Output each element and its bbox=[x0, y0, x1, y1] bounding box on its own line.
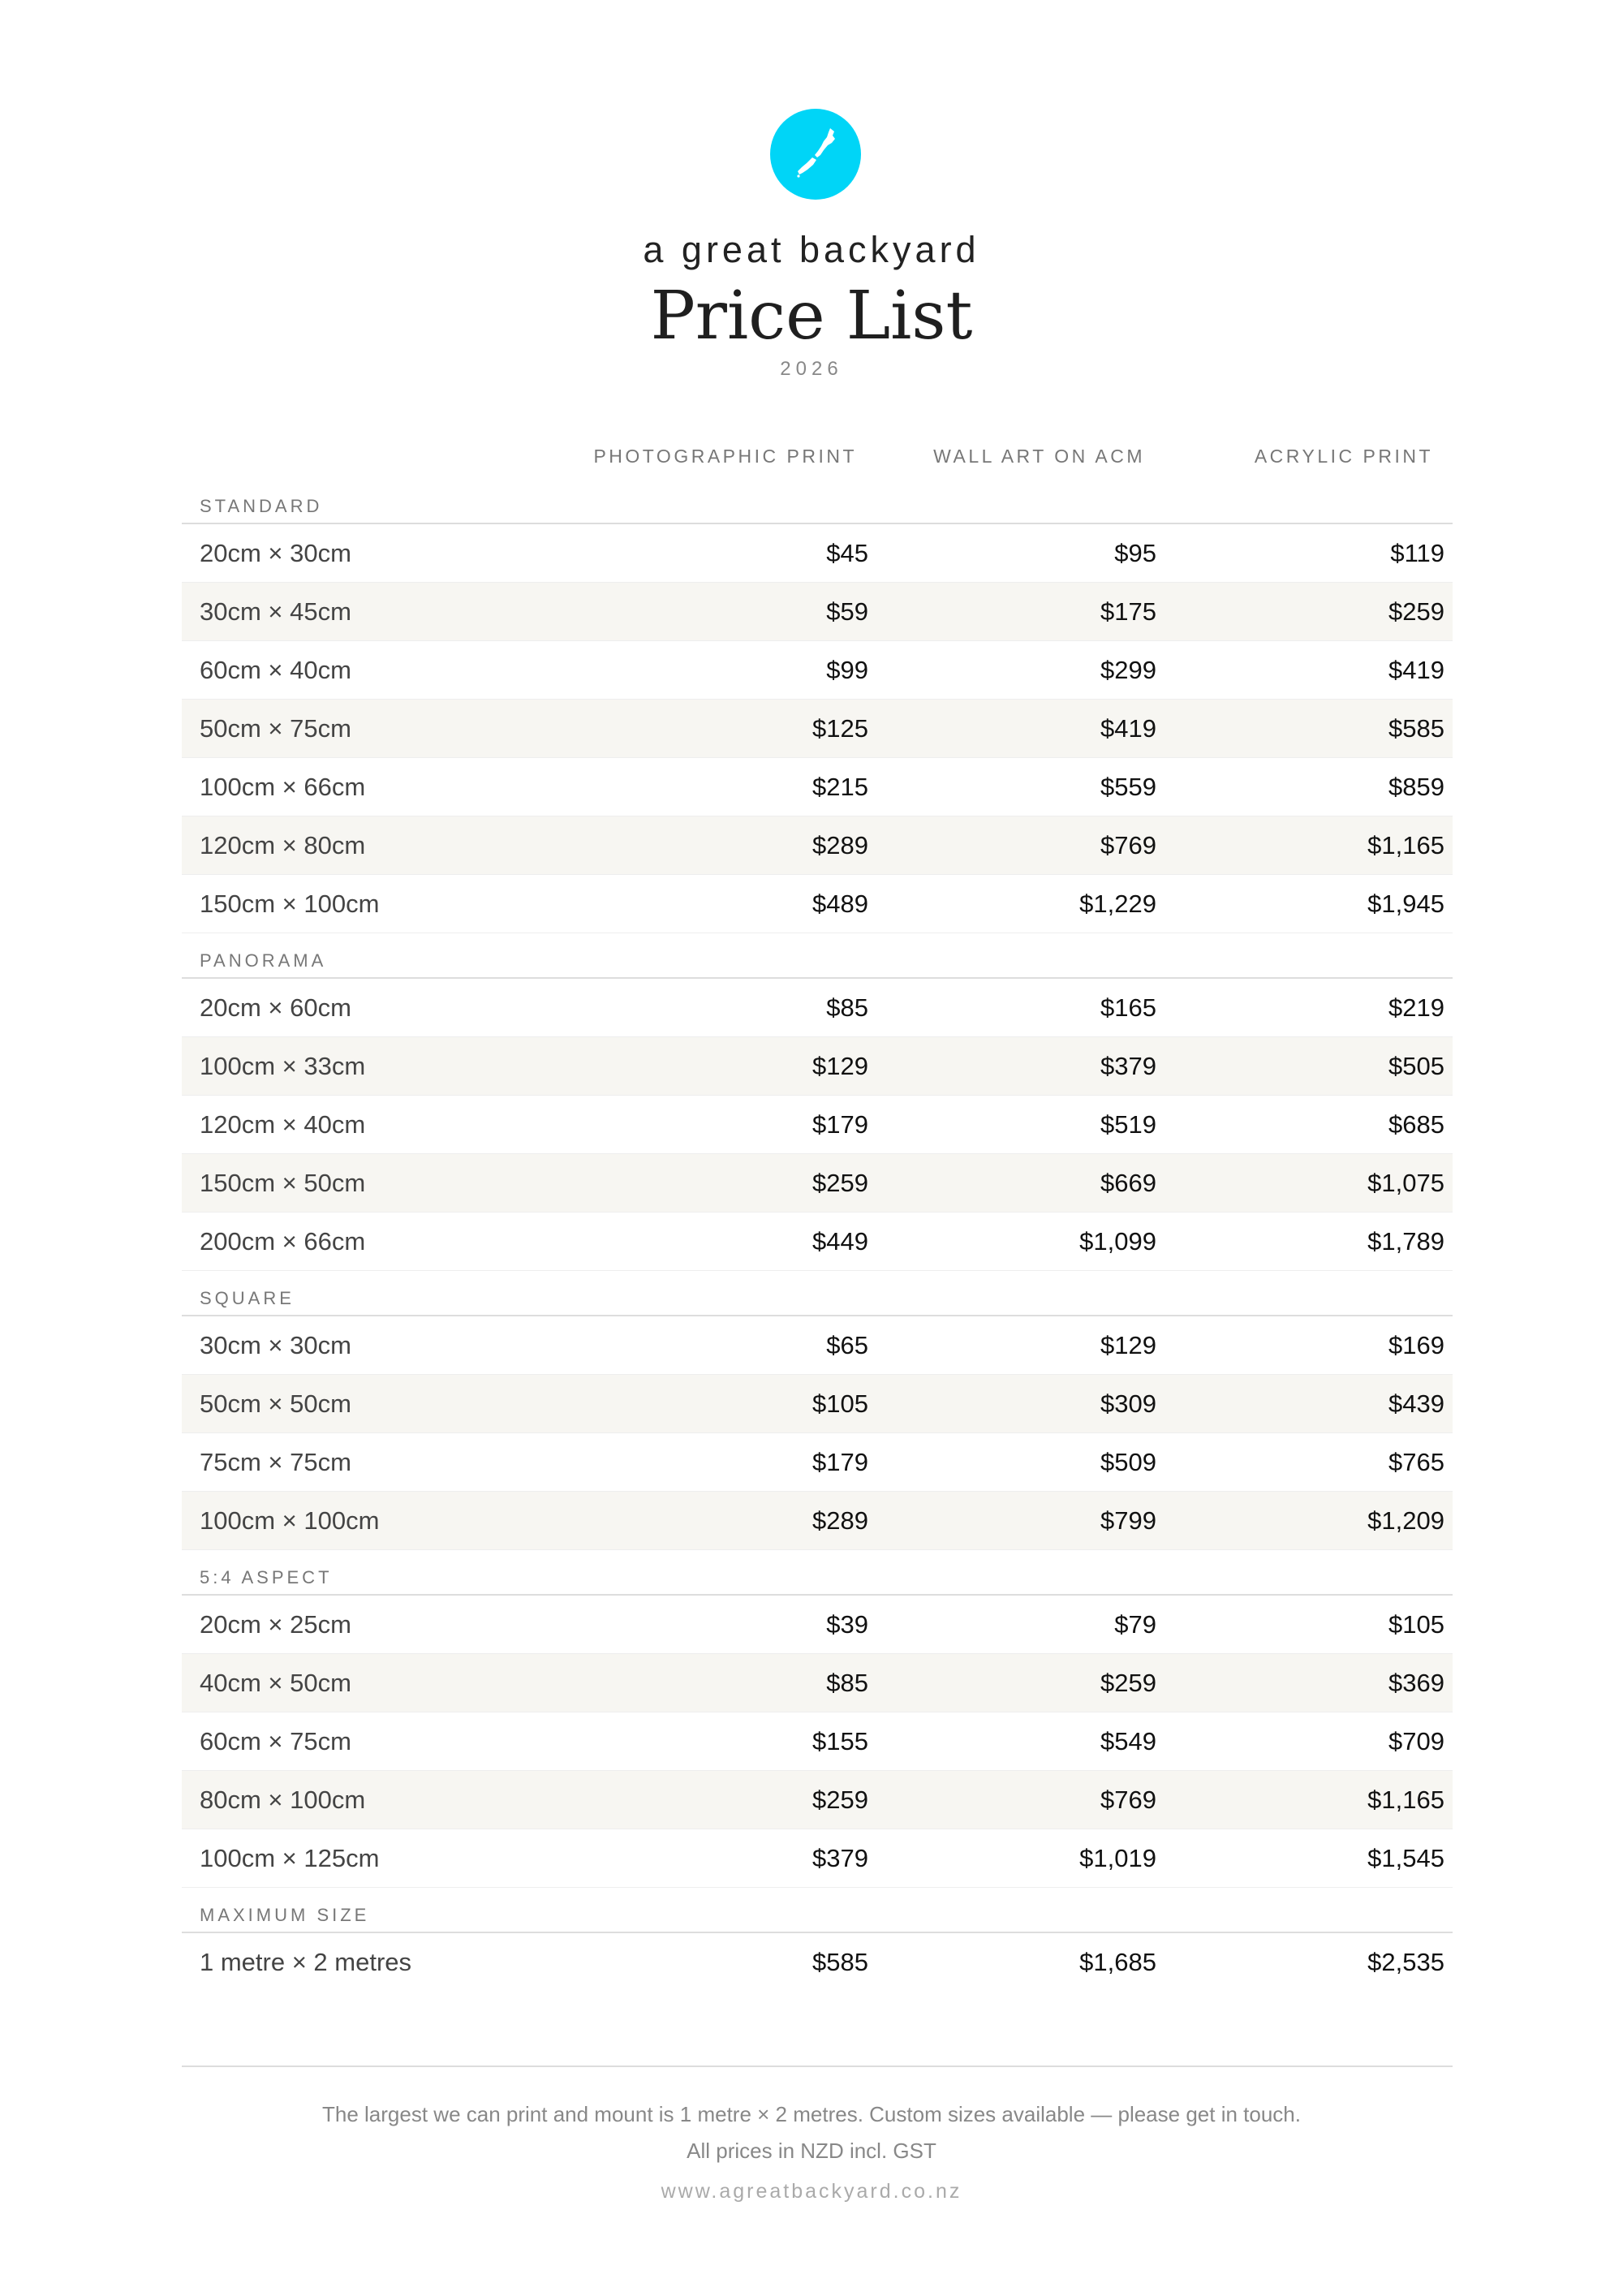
size-label: 40cm × 50cm bbox=[200, 1669, 351, 1697]
photographic-print-price: $179 bbox=[812, 1110, 868, 1139]
table-row bbox=[182, 1829, 1453, 1888]
size-label: 120cm × 40cm bbox=[200, 1110, 366, 1139]
size-label: 120cm × 80cm bbox=[200, 831, 366, 859]
size-label: 60cm × 40cm bbox=[200, 656, 351, 684]
acrylic-print-price: $169 bbox=[1388, 1331, 1444, 1359]
page-title: Price List bbox=[650, 278, 973, 355]
footer-website: www.agreatbackyard.co.nz bbox=[661, 2180, 962, 2203]
acrylic-print-price: $685 bbox=[1388, 1110, 1444, 1139]
wall-art-acm-price: $309 bbox=[1100, 1389, 1156, 1418]
size-label: 30cm × 45cm bbox=[200, 597, 351, 626]
acrylic-print-price: $1,165 bbox=[1367, 1786, 1444, 1814]
photographic-print-price: $125 bbox=[812, 714, 868, 743]
table-row bbox=[182, 1933, 1453, 1992]
acrylic-print-price: $419 bbox=[1388, 656, 1444, 684]
acrylic-print-price: $709 bbox=[1388, 1727, 1444, 1755]
photographic-print-price: $129 bbox=[812, 1052, 868, 1080]
photographic-print-price: $179 bbox=[812, 1448, 868, 1476]
wall-art-acm-price: $95 bbox=[1114, 539, 1156, 567]
photographic-print-price: $65 bbox=[826, 1331, 868, 1359]
wall-art-acm-price: $549 bbox=[1100, 1727, 1156, 1755]
table-row bbox=[182, 1492, 1453, 1550]
wall-art-acm-price: $769 bbox=[1100, 831, 1156, 859]
section-label: 5:4 ASPECT bbox=[182, 1550, 1453, 1596]
wall-art-acm-price: $559 bbox=[1100, 773, 1156, 801]
logo bbox=[770, 109, 861, 200]
photographic-print-price: $155 bbox=[812, 1727, 868, 1755]
photographic-print-price: $59 bbox=[826, 597, 868, 626]
size-label: 1 metre × 2 metres bbox=[200, 1948, 412, 1976]
wall-art-acm-price: $769 bbox=[1100, 1786, 1156, 1814]
wall-art-acm-price: $379 bbox=[1100, 1052, 1156, 1080]
size-label: 50cm × 50cm bbox=[200, 1389, 351, 1418]
size-label: 100cm × 66cm bbox=[200, 773, 366, 801]
wall-art-acm-price: $259 bbox=[1100, 1669, 1156, 1697]
acrylic-print-price: $859 bbox=[1388, 773, 1444, 801]
footer-note: The largest we can print and mount is 1 metre × 2 metres. Custom sizes available — please get in touch. bbox=[322, 2102, 1301, 2126]
size-label: 100cm × 33cm bbox=[200, 1052, 366, 1080]
table-row bbox=[182, 758, 1453, 816]
new-zealand-map-icon bbox=[770, 109, 861, 200]
acrylic-print-price: $2,535 bbox=[1367, 1948, 1444, 1976]
wall-art-acm-price: $165 bbox=[1100, 993, 1156, 1022]
photographic-print-price: $85 bbox=[826, 1669, 868, 1697]
photographic-print-price: $105 bbox=[812, 1389, 868, 1418]
table-row bbox=[182, 1712, 1453, 1771]
photographic-print-price: $215 bbox=[812, 773, 868, 801]
photographic-print-price: $289 bbox=[812, 1506, 868, 1535]
acrylic-print-price: $585 bbox=[1388, 714, 1444, 743]
size-label: 150cm × 100cm bbox=[200, 890, 380, 918]
photographic-print-price: $85 bbox=[826, 993, 868, 1022]
photographic-print-price: $449 bbox=[812, 1227, 868, 1256]
table-row bbox=[182, 583, 1453, 641]
wall-art-acm-price: $669 bbox=[1100, 1169, 1156, 1197]
acrylic-print-price: $1,545 bbox=[1367, 1844, 1444, 1872]
brand-name: a great backyard bbox=[643, 229, 980, 270]
table-row bbox=[182, 524, 1453, 583]
wall-art-acm-price: $509 bbox=[1100, 1448, 1156, 1476]
wall-art-acm-price: $1,229 bbox=[1079, 890, 1156, 918]
size-label: 60cm × 75cm bbox=[200, 1727, 351, 1755]
photographic-print-price: $489 bbox=[812, 890, 868, 918]
acrylic-print-price: $259 bbox=[1388, 597, 1444, 626]
column-header-photographic-print: PHOTOGRAPHIC PRINT bbox=[593, 446, 857, 467]
photographic-print-price: $259 bbox=[812, 1786, 868, 1814]
acrylic-print-price: $219 bbox=[1388, 993, 1444, 1022]
table-row bbox=[182, 979, 1453, 1037]
size-label: 100cm × 125cm bbox=[200, 1844, 380, 1872]
footer-currency-note: All prices in NZD incl. GST bbox=[687, 2139, 936, 2163]
table-row bbox=[182, 1213, 1453, 1271]
wall-art-acm-price: $419 bbox=[1100, 714, 1156, 743]
wall-art-acm-price: $799 bbox=[1100, 1506, 1156, 1535]
photographic-print-price: $259 bbox=[812, 1169, 868, 1197]
size-label: 50cm × 75cm bbox=[200, 714, 351, 743]
wall-art-acm-price: $519 bbox=[1100, 1110, 1156, 1139]
wall-art-acm-price: $175 bbox=[1100, 597, 1156, 626]
column-headers bbox=[0, 442, 1623, 470]
acrylic-print-price: $765 bbox=[1388, 1448, 1444, 1476]
table-row bbox=[182, 816, 1453, 875]
wall-art-acm-price: $1,019 bbox=[1079, 1844, 1156, 1872]
section-label: STANDARD bbox=[182, 479, 1453, 524]
year-label: 2026 bbox=[780, 358, 843, 380]
table-row bbox=[182, 641, 1453, 700]
photographic-print-price: $99 bbox=[826, 656, 868, 684]
table-row bbox=[182, 1316, 1453, 1375]
photographic-print-price: $39 bbox=[826, 1610, 868, 1639]
section-label: SQUARE bbox=[182, 1271, 1453, 1316]
section-label: PANORAMA bbox=[182, 933, 1453, 979]
photographic-print-price: $585 bbox=[812, 1948, 868, 1976]
table-row bbox=[182, 1596, 1453, 1654]
price-table bbox=[182, 479, 1453, 1992]
acrylic-print-price: $119 bbox=[1390, 539, 1444, 567]
table-row bbox=[182, 875, 1453, 933]
wall-art-acm-price: $1,099 bbox=[1079, 1227, 1156, 1256]
table-row bbox=[182, 1654, 1453, 1712]
table-row bbox=[182, 1154, 1453, 1213]
wall-art-acm-price: $299 bbox=[1100, 656, 1156, 684]
size-label: 30cm × 30cm bbox=[200, 1331, 351, 1359]
photographic-print-price: $289 bbox=[812, 831, 868, 859]
column-header-wall-art-on-acm: WALL ART ON ACM bbox=[933, 446, 1145, 467]
photographic-print-price: $379 bbox=[812, 1844, 868, 1872]
size-label: 75cm × 75cm bbox=[200, 1448, 351, 1476]
table-row bbox=[182, 1037, 1453, 1096]
wall-art-acm-price: $1,685 bbox=[1079, 1948, 1156, 1976]
table-row bbox=[182, 1096, 1453, 1154]
size-label: 200cm × 66cm bbox=[200, 1227, 366, 1256]
table-row bbox=[182, 700, 1453, 758]
table-row bbox=[182, 1375, 1453, 1433]
wall-art-acm-price: $79 bbox=[1114, 1610, 1156, 1639]
table-row bbox=[182, 1771, 1453, 1829]
acrylic-print-price: $105 bbox=[1388, 1610, 1444, 1639]
acrylic-print-price: $1,075 bbox=[1367, 1169, 1444, 1197]
acrylic-print-price: $1,789 bbox=[1367, 1227, 1444, 1256]
size-label: 20cm × 25cm bbox=[200, 1610, 351, 1639]
acrylic-print-price: $1,209 bbox=[1367, 1506, 1444, 1535]
photographic-print-price: $45 bbox=[826, 539, 868, 567]
column-header-acrylic-print: ACRYLIC PRINT bbox=[1254, 446, 1433, 467]
size-label: 150cm × 50cm bbox=[200, 1169, 366, 1197]
wall-art-acm-price: $129 bbox=[1100, 1331, 1156, 1359]
size-label: 20cm × 30cm bbox=[200, 539, 351, 567]
acrylic-print-price: $439 bbox=[1388, 1389, 1444, 1418]
size-label: 80cm × 100cm bbox=[200, 1786, 366, 1814]
size-label: 100cm × 100cm bbox=[200, 1506, 380, 1535]
acrylic-print-price: $1,165 bbox=[1367, 831, 1444, 859]
acrylic-print-price: $505 bbox=[1388, 1052, 1444, 1080]
table-row bbox=[182, 1433, 1453, 1492]
acrylic-print-price: $1,945 bbox=[1367, 890, 1444, 918]
footer-divider bbox=[182, 2066, 1453, 2067]
size-label: 20cm × 60cm bbox=[200, 993, 351, 1022]
section-label: MAXIMUM SIZE bbox=[182, 1888, 1453, 1933]
acrylic-print-price: $369 bbox=[1388, 1669, 1444, 1697]
